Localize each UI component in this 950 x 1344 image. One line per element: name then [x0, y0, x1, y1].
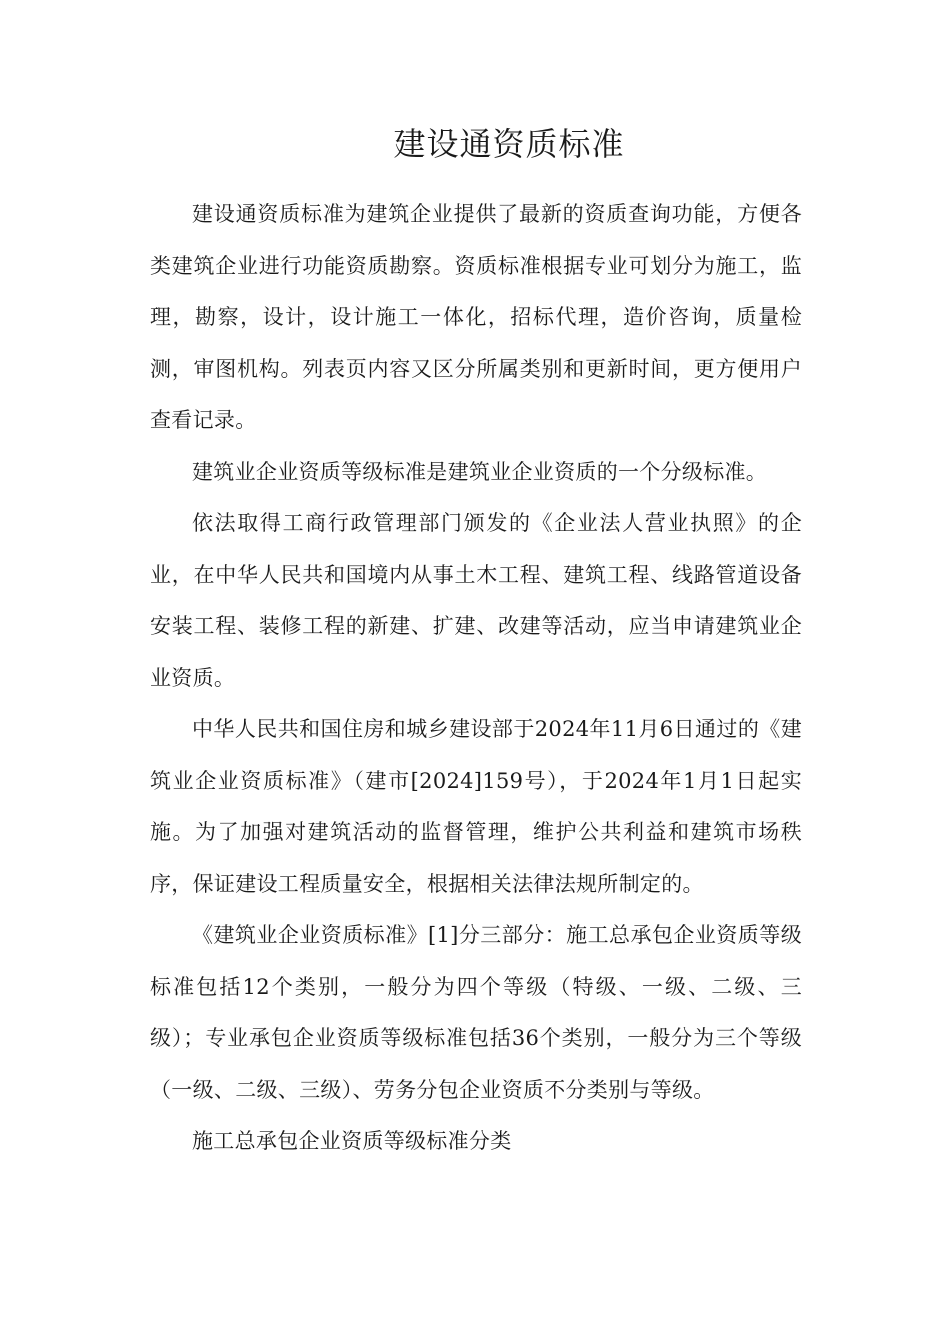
paragraph-grade-standard: 建筑业企业资质等级标准是建筑业企业资质的一个分级标准。	[192, 459, 768, 484]
paragraph-intro: 建设通资质标准为建筑企业提供了最新的资质查询功能，方便各类建筑企业进行功能资质勘察。资质标准根据专业可划分为施工，监理，勘察，设计，设计施工一体化，招标代理，造价咨询，质量检测，审图机构。列表页内容又区分所属类别和更新时间，更方便用户查看记录。	[150, 202, 802, 432]
paragraph-section-heading: 施工总承包企业资质等级标准分类	[192, 1129, 512, 1153]
paragraph-three-parts: 《建筑业企业资质标准》[1]分三部分：施工总承包企业资质等级标准包括12个类别，一般分为四个等级（特级、一级、二级、三级）；专业承包企业资质等级标准包括36个类别，一般分为三个等级（一级、二级、三级）、劳务分包企业资质不分类别与等级。	[150, 923, 802, 1102]
paragraph-license-requirement: 依法取得工商行政管理部门颁发的《企业法人营业执照》的企业，在中华人民共和国境内从事土木工程、建筑工程、线路管道设备安装工程、装修工程的新建、扩建、改建等活动，应当申请建筑业企业资质。	[150, 511, 802, 690]
document-title: 建设通资质标准	[393, 125, 625, 163]
document-body	[150, 189, 802, 1168]
paragraph-ministry-notice: 中华人民共和国住房和城乡建设部于2024年11月6日通过的《建筑业企业资质标准》（建市[2024]159号），于2024年1月1日起实施。为了加强对建筑活动的监督管理，维护公共利益和建筑市场秩序，保证建设工程质量安全，根据相关法律法规所制定的。	[150, 717, 802, 896]
